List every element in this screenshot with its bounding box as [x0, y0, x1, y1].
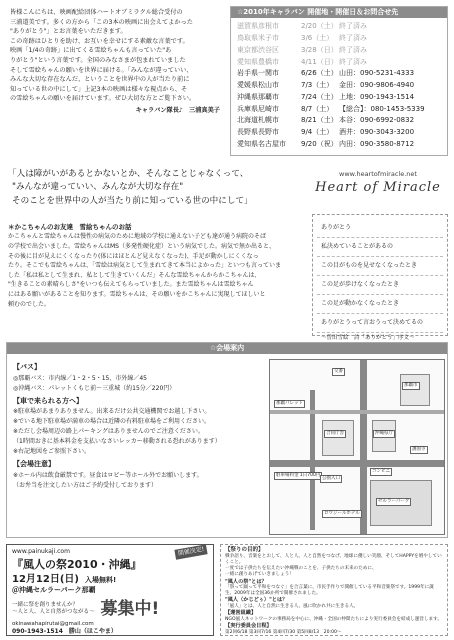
logo-name: Heart of Miracle — [315, 179, 441, 195]
message-line: 知っている世の中にして」上記3本の映画は様々な視点から、そ — [10, 85, 188, 93]
schedule-row — [237, 45, 441, 57]
schedule-place: 愛媛県松山市 — [237, 81, 279, 90]
map-road — [270, 410, 444, 414]
purpose-line: 一緒に創りあげていきましょう！ — [225, 572, 294, 578]
schedule-contact: 【総合】：080-1453-5339 — [339, 104, 425, 113]
logo-url: www.heartofmiracle.net — [339, 170, 417, 178]
schedule-date: 8/7（土） — [301, 104, 334, 113]
schedule-contact: 終了済み — [339, 34, 367, 43]
schedule-rows — [231, 18, 447, 153]
committee-schedule: 第2回6/18 第3回7/16 第4回7/30 第5回8/13 20:00～ — [225, 630, 342, 636]
section-body: NGO風人ネットワークの事務局を中心に、沖縄・全国の仲間たちにより実行委員会を結成し運営します。 — [225, 617, 442, 623]
section-title: 【運営組織】 — [225, 610, 257, 617]
venue-notes-heading: 【会場注意】 — [13, 460, 55, 468]
festival-url: www.painukaji.com — [12, 548, 70, 555]
poem-author: ～曽田雪絵 詩「ありがとう」序文～ — [321, 335, 415, 341]
car-item: ※駐車場があまりありません。出来るだけ公共交通機関でお越し下さい。 — [13, 408, 211, 415]
car-heading: 【車で来られる方へ】 — [13, 396, 83, 405]
quote-line: 「人は障がいがあるとかないとか、そんなことじゃなくって、 — [8, 169, 249, 179]
festival-free: 入場無料! — [84, 575, 117, 584]
poem-line: ありがとうって言おうって決めてるの — [317, 314, 443, 333]
schedule-date: 7/3（土） — [301, 81, 334, 90]
story-line: した「私は私として生まれ、私として生きていくんだ」そんな雪絵ちゃんからかこちゃんは、 — [8, 271, 261, 279]
schedule-date: 7/24（土） — [301, 92, 338, 101]
map-label: 沖縄県庁 — [373, 430, 395, 438]
schedule-contact: 終了済み — [339, 57, 367, 66]
poem-box — [312, 214, 448, 341]
schedule-contact: 酒井：090-3043-3200 — [339, 128, 415, 137]
schedule-row — [237, 104, 441, 116]
heart-of-miracle-logo — [308, 170, 448, 208]
car-item: ※でいる地下駐車場が満車の場合は近隣の有料駐車場をご利用ください。 — [13, 418, 211, 425]
poem-line: この目がものを見せなくなったとき — [317, 257, 443, 276]
venue-note: （お弁当を注文したい方はご予約受付しております） — [13, 481, 158, 489]
schedule-date: 4/11（日） — [301, 57, 338, 66]
schedule-row — [237, 80, 441, 92]
message-line: "ありがとう"」とお言葉をいただきます。 — [10, 28, 127, 36]
schedule-contact: 上地：090-1943-1514 — [339, 92, 415, 101]
story-line: にはある願いがあることを知ります。雪絵ちゃんは、その願いをかこちゃんに実現してほしいと — [8, 290, 266, 298]
section-body: 「風人」とは、人と自然に生きる人、風に吹かれ共に生きる人。 — [225, 604, 359, 610]
greeting-message — [6, 4, 224, 156]
story-line: 頼むのでした。 — [8, 300, 51, 308]
festival-date: 12月12日(日) — [12, 573, 79, 585]
map-label: 護国寺 — [410, 446, 428, 454]
schedule-row — [237, 21, 441, 33]
message-line: 映画「1/4の奇跡」に出てくる雪絵ちゃんも言っていた"あ — [10, 47, 172, 55]
section-title: "風人の祭"とは？ — [225, 578, 267, 585]
festival-flyer — [6, 544, 214, 636]
car-item: ※ただし会場周辺の路上パーキングはありませんのでご注意ください。 — [13, 428, 204, 435]
poem-line: この足が動かなくなったとき — [317, 295, 443, 314]
schedule-row — [237, 92, 441, 104]
map-label: 駐車場料金 1日700円 — [274, 472, 322, 480]
map-label: コンビニ — [370, 468, 392, 476]
access-title: ☆会場案内 — [7, 343, 447, 354]
map-road — [360, 360, 367, 534]
festival-info — [220, 544, 448, 636]
message-line: 三浦道美です。多くの方から「この3本の映画に出会えてよかった — [10, 18, 193, 26]
festival-title: 『風人の祭2010・沖縄』 — [12, 558, 142, 572]
message-line: りがとう"という言葉です。全国のみなさまが包まれていました — [10, 57, 186, 65]
purpose-title: 【祭りの目的】 — [225, 547, 264, 553]
committee-title: 【実行委員会日程】 — [225, 623, 272, 630]
festival-catch: ～人と人、人と自然がつながる～ — [12, 609, 95, 616]
car-item: （1時間おきに基本料金を支払いなさいレッカー移動される恐れがあります） — [13, 438, 221, 445]
map-label: 交番 — [332, 368, 345, 376]
map-label: 那覇パレット — [274, 400, 305, 408]
car-item: ※右記地図をご参照下さい。 — [13, 448, 91, 455]
festival-venue: ＠沖縄セルラーパーク那覇 — [12, 586, 96, 595]
purpose-line: 戦争語り、音楽をとおして、人と人、人と自然をつなげ、地球に優しい笑顔、そしてHAPPYを増やしていくこと。 — [225, 554, 442, 566]
message-signature: キャラバン隊長♪ 三浦真美子 — [135, 107, 220, 115]
festival-phone: 090-1943-1514 勝山（ほこやま） — [12, 628, 117, 636]
access-section — [6, 342, 448, 538]
section-title: "風人（かじどぅ）"とは？ — [225, 597, 288, 604]
map-label: セルラーパーク — [376, 498, 411, 506]
story-line: の学校で出会いました。雪絵ちゃんはMS（多発性硬化症）という病気でした。病気で無か出ると、 — [8, 242, 275, 250]
schedule-row — [237, 68, 441, 80]
festival-catch: 一緒に祭を創りませんか？ — [12, 602, 79, 609]
schedule-place: 北海道札幌市 — [237, 116, 279, 125]
poem-line: 私決めていることがあるの — [317, 238, 443, 257]
festival-recruit: 募集中! — [100, 598, 160, 619]
schedule-row — [237, 115, 441, 127]
venue-note: ※ホール内は飲食厳禁です。昼食はロビー等ホール外でお願いします。 — [13, 471, 203, 479]
story-line: かこちゃんと雪絵ちゃんは慢性の病気のために地域の学校に通えない子ども達が通う病院のそば — [8, 233, 267, 241]
schedule-date: 2/20（土） — [301, 22, 338, 31]
schedule-contact: 終了済み — [339, 22, 367, 31]
schedule-date: 3/28（日） — [301, 45, 338, 54]
purpose-line: 一度では子供たちを伝えたい沖縄戦のことを、子供たちの未来のために、 — [225, 566, 377, 572]
message-line: の雪絵ちゃんの願いを届けています。ぜひ大切な方とご覧下さい。 — [10, 95, 196, 103]
schedule-place: 滋賀県彦根市 — [237, 22, 279, 31]
schedule-date: 8/21（土） — [301, 116, 338, 125]
story-line: "生きることの素晴らしさ"をいつも伝えてもらっていました。また雪絵ちゃんは雪絵ちゃん — [8, 281, 254, 289]
schedule-place: 沖縄県那覇市 — [237, 92, 279, 101]
map-label: ロワジールホテル — [322, 510, 362, 518]
message-line: 皆様こんにちは、映画配給団体ハートオブミラクル総合受付の — [10, 9, 183, 16]
poem-line: この足が歩けなくなったとき — [317, 276, 443, 295]
poem-line: ありがとう — [317, 219, 443, 238]
schedule-contact: 内田：090-3580-8712 — [339, 139, 415, 148]
schedule-place: 東京都渋谷区 — [237, 45, 279, 54]
schedule-place: 愛知県名古屋市 — [237, 139, 286, 148]
caravan-schedule — [230, 6, 448, 156]
schedule-date: 3/6（土） — [301, 34, 334, 43]
map-label: 合同庁舎 — [324, 430, 346, 438]
quote-line: そのことを世界中の人が当たり前に知っている世の中にして」 — [12, 195, 253, 206]
schedule-row — [237, 57, 441, 69]
schedule-contact: 金田：090-9806-4940 — [339, 81, 415, 90]
schedule-date: 6/26（土） — [301, 69, 338, 78]
message-line: そして雪絵ちゃんの願いを世界に届ける。「みんなが違っていい、 — [10, 66, 193, 74]
schedule-contact: 本谷：090-6992-0832 — [339, 116, 415, 125]
message-line: みんな大切な存在なんだ、ということを世界中の人が当たり前に — [10, 76, 190, 84]
bus-item: ◎沖縄バス：パレットくもじ前～三重城（約15分／220円） — [13, 384, 176, 392]
schedule-place: 岩手県一関市 — [237, 69, 279, 78]
festival-badge: 開催決定! — [174, 544, 208, 560]
schedule-date: 9/20（祝） — [301, 139, 338, 148]
schedule-contact: 山田：090-5231-4333 — [339, 69, 415, 78]
story-line: たり。そこでも雪絵ちゃんは、「雪絵は病気として生まれてきて本当によかった」といつも言っていま — [8, 262, 282, 270]
story-block — [8, 222, 306, 336]
access-details — [13, 359, 263, 491]
map-label: 公園入口 — [320, 475, 342, 483]
schedule-place: 長野県長野市 — [237, 128, 279, 137]
message-line: この奇跡はひとりを助け、お互いを幸せにする素敵な言葉です。 — [10, 37, 189, 45]
bus-item: ◎那覇バス：市内線／1・2・5・15、市外線／45 — [13, 374, 147, 382]
bus-heading: 【バス】 — [13, 363, 41, 371]
schedule-date: 9/4（土） — [301, 128, 334, 137]
schedule-place: 鳥取県米子市 — [237, 34, 279, 43]
schedule-row — [237, 33, 441, 45]
schedule-title: ☆2010年キャラバン 開催地・開催日＆お問合せ先 — [231, 7, 447, 18]
quote-line: "みんなが違っていい、みんなが大切な存在" — [12, 182, 184, 193]
map-label: 那覇市 — [402, 382, 420, 390]
festival-email[interactable]: okinawahapirutai@gmail.com — [12, 620, 94, 627]
schedule-place: 兵庫県尼崎市 — [237, 104, 279, 113]
section-body: 「祭って踊って平和をつなぐ」を合言葉に、市民手作りで開催している平和音楽祭です。1999年に誕生、2009年は全国36か所で開催されました。 — [225, 585, 434, 597]
story-title: ＊かこちゃんのお友達 雪絵ちゃんのお話 — [8, 223, 132, 231]
quote-block — [8, 168, 298, 216]
schedule-contact: 終了済み — [339, 45, 367, 54]
schedule-place: 愛知県豊橋市 — [237, 57, 279, 66]
story-line: その後に目が見えにくくなったり(体にはほとんど見えなくなった)、手足が動かしにくくなっ — [8, 252, 259, 260]
map-road — [270, 460, 444, 467]
schedule-row — [237, 139, 441, 151]
venue-map — [269, 359, 445, 535]
schedule-row — [237, 127, 441, 139]
